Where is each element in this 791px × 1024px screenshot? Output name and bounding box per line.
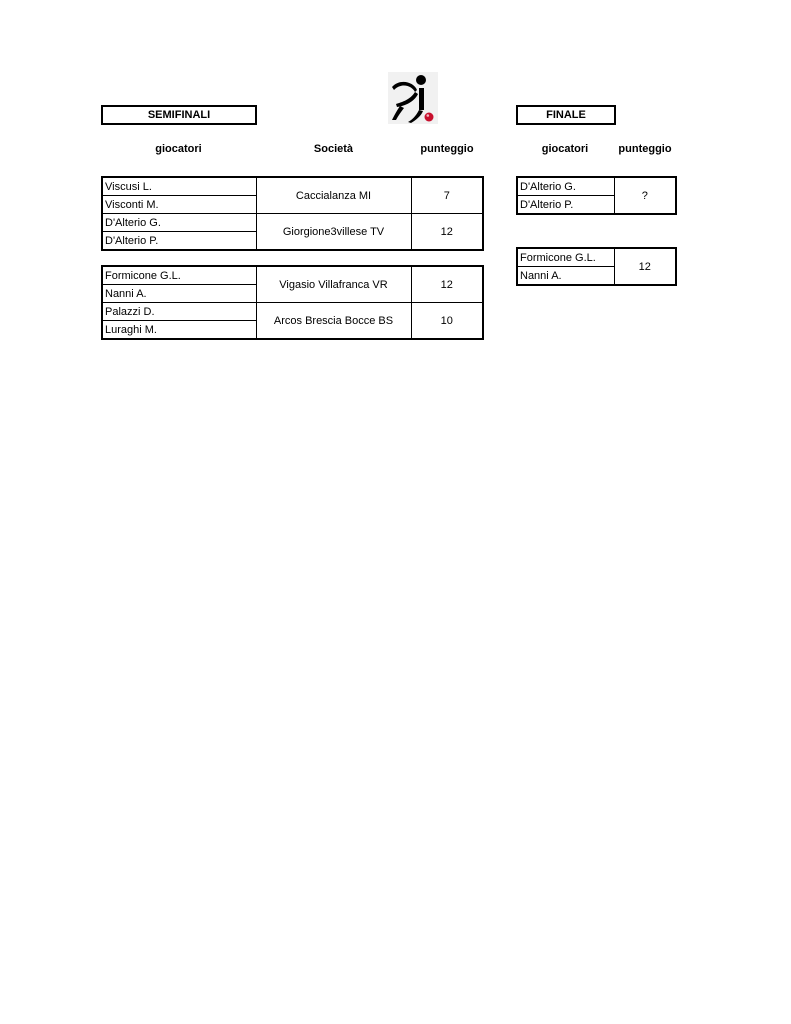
societa-cell: Arcos Brescia Bocce BS — [256, 303, 411, 340]
punteggio-cell: ? — [614, 177, 676, 214]
table-row — [517, 248, 676, 267]
table-row — [102, 177, 483, 196]
player-cell: Nanni A. — [517, 267, 614, 286]
societa-cell: Giorgione3villese TV — [256, 214, 411, 251]
player-cell: D'Alterio P. — [517, 196, 614, 215]
punteggio-cell: 12 — [411, 214, 483, 251]
semifinali-table-group-1 — [101, 176, 484, 251]
player-cell: Luraghi M. — [102, 321, 256, 340]
punteggio-cell: 12 — [411, 266, 483, 303]
table-row — [517, 177, 676, 196]
player-cell: Palazzi D. — [102, 303, 256, 321]
semifinali-header-giocatori: giocatori — [155, 143, 202, 155]
punteggio-cell: 12 — [614, 248, 676, 285]
player-cell: Formicone G.L. — [102, 266, 256, 285]
table-row — [102, 266, 483, 285]
bocce-player-logo-icon — [388, 72, 438, 124]
finale-table-match-1 — [516, 176, 677, 215]
player-cell: D'Alterio G. — [102, 214, 256, 232]
societa-cell: Vigasio Villafranca VR — [256, 266, 411, 303]
player-cell: D'Alterio G. — [517, 177, 614, 196]
punteggio-cell: 7 — [411, 177, 483, 214]
player-cell: Viscusi L. — [102, 177, 256, 196]
finale-header-punteggio: punteggio — [618, 143, 672, 155]
finale-header-giocatori: giocatori — [541, 143, 589, 155]
semifinali-header-punteggio: punteggio — [420, 143, 474, 155]
player-cell: Nanni A. — [102, 285, 256, 303]
table-row — [102, 214, 483, 232]
punteggio-cell: 10 — [411, 303, 483, 340]
player-cell: Formicone G.L. — [517, 248, 614, 267]
finale-table-match-2 — [516, 247, 677, 286]
semifinali-header-societa: Società — [313, 143, 354, 155]
semifinali-table-group-2 — [101, 265, 484, 340]
player-cell: Visconti M. — [102, 196, 256, 214]
player-cell: D'Alterio P. — [102, 232, 256, 251]
semifinali-title: SEMIFINALI — [101, 105, 257, 125]
societa-cell: Caccialanza MI — [256, 177, 411, 214]
finale-title: FINALE — [516, 105, 616, 125]
table-row — [102, 303, 483, 321]
